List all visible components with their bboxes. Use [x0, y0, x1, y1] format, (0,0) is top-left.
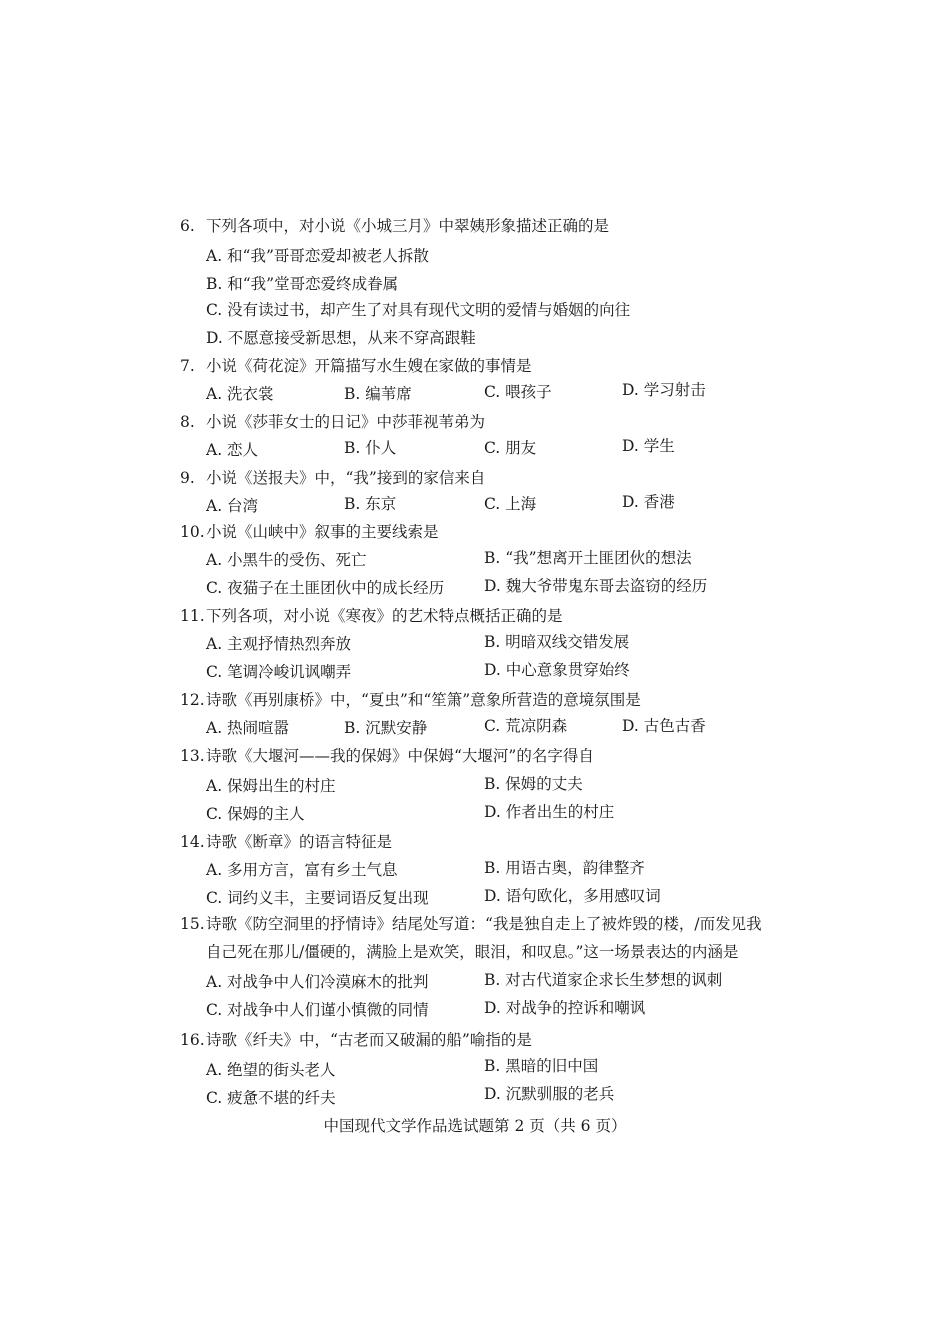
option-d: D. 语句欧化，多用感叹词 — [484, 887, 661, 905]
option-d: D. 不愿意接受新思想，从来不穿高跟鞋 — [206, 329, 476, 347]
option-c: C. 没有读过书，却产生了对具有现代文明的爱情与婚姻的向往 — [206, 301, 631, 319]
option-c: C. 笔调冷峻讥讽嘲弄 — [206, 663, 352, 681]
question-number: 7. — [180, 357, 195, 375]
option-a: A. 保姆出生的村庄 — [206, 777, 336, 795]
option-c: C. 朋友 — [484, 439, 537, 457]
question-stem: 诗歌《再别康桥》中，“夏虫”和“笙箫”意象所营造的意境氛围是 — [206, 691, 641, 709]
option-c: C. 词约义丰，主要词语反复出现 — [206, 889, 429, 907]
option-a: A. 绝望的街头老人 — [206, 1061, 336, 1079]
option-b: B. 和“我”堂哥恋爱终成眷属 — [206, 275, 399, 293]
question-stem: 小说《荷花淀》开篇描写水生嫂在家做的事情是 — [206, 357, 532, 375]
option-d: D. 香港 — [622, 493, 675, 511]
option-a: A. 台湾 — [206, 497, 259, 515]
question-number: 13. — [180, 747, 205, 765]
option-d: D. 古色古香 — [622, 717, 706, 735]
option-c: C. 荒凉阴森 — [484, 717, 568, 735]
option-a: A. 主观抒情热烈奔放 — [206, 635, 352, 653]
option-a: A. 小黑牛的受伤、死亡 — [206, 551, 367, 569]
option-d: D. 学生 — [622, 437, 675, 455]
question-stem-continued: 自己死在那儿/僵硬的，满脸上是欢笑，眼泪，和叹息。”这一场景表达的内涵是 — [206, 943, 739, 961]
option-d: D. 学习射击 — [622, 381, 706, 399]
question-stem: 诗歌《大堰河——我的保姆》中保姆“大堰河”的名字得自 — [206, 747, 594, 765]
question-number: 12. — [180, 691, 205, 709]
option-b: B. 明暗双线交错发展 — [484, 633, 630, 651]
option-d: D. 对战争的控诉和嘲讽 — [484, 999, 646, 1017]
question-stem: 小说《送报夫》中，“我”接到的家信来自 — [206, 469, 486, 487]
option-d: D. 作者出生的村庄 — [484, 803, 615, 821]
option-c: C. 疲惫不堪的纤夫 — [206, 1089, 336, 1107]
option-b: B. 黑暗的旧中国 — [484, 1057, 599, 1075]
option-b: B. 对古代道家企求长生梦想的讽刺 — [484, 971, 723, 989]
question-number: 11. — [180, 607, 205, 625]
option-b: B. 东京 — [344, 495, 397, 513]
option-a: A. 对战争中人们冷漠麻木的批判 — [206, 973, 429, 991]
question-number: 14. — [180, 833, 205, 851]
question-stem: 小说《山峡中》叙事的主要线索是 — [206, 523, 439, 541]
question-stem: 下列各项，对小说《寒夜》的艺术特点概括正确的是 — [206, 607, 563, 625]
option-a: A. 洗衣裳 — [206, 385, 274, 403]
option-b: B. 保姆的丈夫 — [484, 775, 583, 793]
question-number: 8. — [180, 413, 195, 431]
option-c: C. 喂孩子 — [484, 383, 552, 401]
option-b: B. 沉默安静 — [344, 719, 428, 737]
question-stem: 诗歌《防空洞里的抒情诗》结尾处写道：“我是独自走上了被炸毁的楼，/而发见我 — [206, 915, 762, 933]
question-number: 15. — [180, 915, 205, 933]
option-a: A. 热闹喧嚣 — [206, 719, 290, 737]
question-stem: 小说《莎菲女士的日记》中莎菲视苇弟为 — [206, 413, 486, 431]
question-number: 10. — [180, 523, 205, 541]
option-a: A. 和“我”哥哥恋爱却被老人拆散 — [206, 247, 429, 265]
question-stem: 诗歌《纤夫》中，“古老而又破漏的船”喻指的是 — [206, 1031, 532, 1049]
question-number: 6. — [180, 217, 195, 235]
option-b: B. 用语古奥，韵律整齐 — [484, 859, 645, 877]
option-c: C. 夜猫子在土匪团伙中的成长经历 — [206, 579, 445, 597]
question-number: 9. — [180, 469, 195, 487]
option-b: B. 仆人 — [344, 439, 397, 457]
option-d: D. 沉默驯服的老兵 — [484, 1085, 615, 1103]
option-d: D. 中心意象贯穿始终 — [484, 661, 630, 679]
option-a: A. 多用方言，富有乡土气息 — [206, 861, 398, 879]
option-c: C. 上海 — [484, 495, 537, 513]
option-d: D. 魏大爷带鬼东哥去盗窃的经历 — [484, 577, 708, 595]
question-stem: 诗歌《断章》的语言特征是 — [206, 833, 393, 851]
page-footer: 中国现代文学作品选试题第 2 页（共 6 页） — [323, 1117, 627, 1135]
option-b: B. “我”想离开土匪团伙的想法 — [484, 549, 692, 567]
question-stem: 下列各项中，对小说《小城三月》中翠姨形象描述正确的是 — [206, 217, 610, 235]
question-number: 16. — [180, 1031, 205, 1049]
option-c: C. 保姆的主人 — [206, 805, 305, 823]
option-b: B. 编苇席 — [344, 385, 412, 403]
option-c: C. 对战争中人们谨小慎微的同情 — [206, 1001, 429, 1019]
option-a: A. 恋人 — [206, 441, 259, 459]
